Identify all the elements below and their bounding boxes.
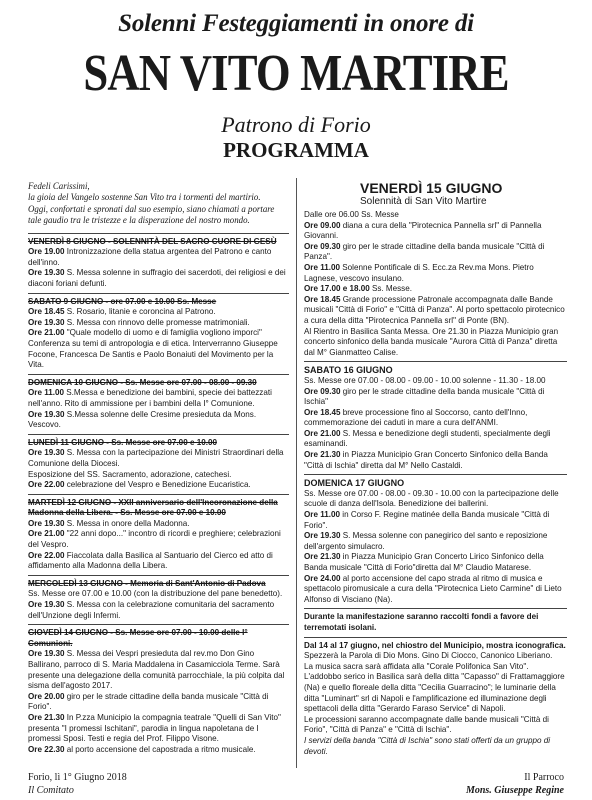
event-time: Ore 11.00 [304, 262, 341, 272]
parroco-name: Mons. Giuseppe Regine [465, 785, 564, 796]
day-heading-15: VENERDÌ 15 GIUGNO [360, 180, 503, 196]
divider [28, 434, 289, 435]
event-line [28, 268, 289, 289]
event-text: S.Messa solenne delle Cresime presieduta da Mons. Vescovo. [28, 409, 257, 430]
event-time: Ore 21.30 [28, 712, 65, 722]
event-text: al porto accensione del capostrada a ritmo musicale. [64, 744, 256, 754]
day-heading: DOMENICA 17 GIUGNO [304, 478, 405, 489]
mostra-line: Spezzerà la Parola di Dio Mons. Gino Di Ciocco, Canonico Liberiano. [304, 651, 553, 661]
event-time: Ore 19.30 [28, 649, 65, 659]
intro [28, 181, 289, 227]
event-time: Ore 09.00 [304, 220, 341, 230]
event-time: Ore 19.30 [28, 448, 65, 458]
event-line [304, 221, 567, 242]
intro-line: tale gaudio tra le tristezze e la disperazione del nostro mondo. [28, 215, 250, 226]
event-time: Ore 21.00 [28, 328, 65, 338]
event-time: Ore 18.45 [304, 294, 341, 304]
event-time: Ore 24.00 [304, 573, 341, 583]
event-time: Ore 22.30 [28, 744, 65, 754]
event-line [304, 489, 567, 510]
day-block-15 [304, 210, 567, 358]
intro-line: Fedeli Carissimi, [28, 181, 90, 191]
footer-right [466, 771, 564, 797]
event-time: Ore 20.00 [28, 691, 65, 701]
day-heading: VENERDÌ 8 GIUGNO - SOLENNITÀ DEL SACRO CUORE DI GESÙ [28, 236, 277, 246]
servizi-note: I servizi della banda "Città di Ischia" sono stati offerti da un gruppo di devoti. [304, 735, 550, 756]
event-text: Dalle ore 06.00 Ss. Messe [304, 210, 399, 219]
event-time: Ore 19.00 [28, 247, 65, 257]
event-line [304, 531, 567, 552]
event-time: Ore 09.30 [304, 386, 341, 396]
event-text: Ss. Messe. [369, 284, 412, 294]
event-line [28, 328, 289, 370]
day-block-17 [304, 478, 567, 605]
event-time: Ore 19.30 [28, 317, 65, 327]
day-heading: LUNEDÌ 11 GIUGNO - Ss. Messe ore 07.00 e 10.00 [28, 437, 217, 447]
event-text: "22 anni dopo..." incontro di ricordi e preghiere; celebrazioni del Vespro. [28, 529, 281, 550]
event-text: Esposizione del SS. Sacramento, adorazione, catechesi. [28, 469, 232, 479]
event-line [28, 589, 289, 600]
parroco-label: Il Parroco [524, 772, 564, 783]
event-text: S. Messa in onore della Madonna. [64, 518, 190, 528]
event-line [304, 552, 567, 573]
event-time: Ore 22.00 [28, 480, 65, 490]
event-text: Intronizzazione della statua argentea del Patrono e canto dell'inno. [28, 247, 272, 267]
event-line [28, 307, 289, 318]
mostra-line: Le processioni saranno accompagnate dalle bande musicali "Città di Forio", "Città di Panza" e "Città di Ischia". [304, 714, 549, 735]
mostra-line: La musica sacra sarà affidata alla "Corale Polifonica San Vito". L'addobbo serico in Basilica sarà della ditta "Capasso" di Frattamaggiore (Na) e quello floreale della ditta "Cecilia Guarracino"; le luminarie della ditta "Luminart" srl di Napoli e l'amplificazione ed illuminazione degli spettacoli della ditta "Gerardo Faraso Service" di Napoli. [304, 661, 565, 714]
event-text: Grande processione Patronale accompagnata dalle Bande musicali "Città di Forio" e "Città di Panza". Al porto spettacolo pirotecnico a cura della ditta "Pirotecnica Pannella srl" di Ponte (BN). [304, 294, 565, 325]
day-heading: MERCOLEDÌ 13 GIUGNO - Memoria di Sant'Antonio di Padova [28, 578, 266, 588]
event-time: Ore 21.30 [304, 450, 341, 460]
divider [304, 474, 567, 475]
intro-line: Oggi, confortati e spronati dal suo esempio, siano chiamati a portare [28, 203, 275, 214]
event-text: S. Messa dei Vespri presieduta dal rev.mo Don Gino Ballirano, parroco di S. Maria Maddalena in Casamicciola Terme. Sarà presente una delegazione della comunità parrocchiale, la più colpita dal sisma dell'agosto 2017. [28, 649, 285, 691]
event-time: Ore 19.30 [28, 600, 65, 610]
event-line [28, 745, 289, 756]
event-time: Ore 18.45 [304, 407, 341, 417]
event-text: Solenne Pontificale di S. Ecc.za Rev.ma Mons. Pietro Lagnese, vescovo insulano. [304, 262, 534, 283]
event-text: in Piazza Municipio Gran Concerto Lirico Sinfonico della Banda musicale "Città di Forio"diretta dal M° Claudio Matarese. [304, 552, 544, 572]
event-line [28, 519, 289, 530]
event-text: giro per le strade cittadine della banda musicale "Città di Panza". [304, 241, 545, 262]
event-line [28, 388, 289, 409]
place-date: Forio, lì 1° Giugno 2018 [28, 772, 127, 783]
event-time: Ore 22.00 [28, 550, 65, 560]
event-line [28, 649, 289, 691]
footer-left [28, 771, 127, 797]
event-text: Fiaccolata dalla Basilica al Santuario del Cierco ed atto di affidamento alla Madonna della Libera. [28, 550, 273, 571]
event-line [28, 247, 289, 268]
event-time: Ore 21.30 [304, 552, 341, 562]
event-text: S. Rosario, litanie e coroncina al Patrono. [64, 307, 216, 317]
event-time: Ore 18.45 [28, 307, 65, 317]
event-line [304, 450, 567, 471]
event-line [28, 448, 289, 469]
event-line [304, 574, 567, 606]
event-line [304, 376, 567, 387]
day-heading: SABATO 16 GIUGNO [304, 365, 393, 376]
event-line [304, 408, 567, 429]
event-time: Ore 21.00 [304, 428, 341, 438]
event-time: Ore 11.00 [28, 388, 65, 398]
event-text: S. Messa solenne in suffragio dei sacerdoti, dei religiosi e dei diaconi foriani defunti. [28, 268, 286, 288]
event-line [28, 318, 289, 329]
event-line [304, 295, 567, 327]
event-time: Ore 21.00 [28, 529, 65, 539]
divider [28, 233, 289, 234]
event-line [304, 263, 567, 284]
left-column [28, 181, 289, 755]
event-text: Ss. Messe ore 07.00 e 10.00 (con la distribuzione del pane benedetto). [28, 589, 283, 599]
header-title: SAN VITO MARTIRE [83, 45, 509, 102]
event-line [28, 529, 289, 550]
event-text: in Corso F. Regine matinée della Banda musicale "Città di Forio". [304, 510, 550, 530]
divider [304, 637, 567, 638]
column-divider [296, 178, 297, 768]
solennita-label: Solennità di San Vito Martire [360, 196, 487, 207]
event-text: S. Messa con la partecipazione dei Ministri Straordinari della Comunione della Diocesi. [28, 448, 284, 468]
event-line [28, 480, 289, 491]
divider [28, 494, 289, 495]
event-line [304, 210, 567, 221]
mostra-heading: Dal 14 al 17 giugno, nel chiostro del Municipio, mostra iconografica. [304, 640, 566, 650]
day-block-10 [28, 378, 289, 431]
event-text: al porto accensione del capo strada al ritmo di musica e spettacolo piromusicale a cura della "Pirotecnica Lieto Carmine" di Lieto Alfonso di Visciano (Na). [304, 573, 562, 604]
comitato-signature: Il Comitato [28, 785, 74, 796]
event-line [304, 429, 567, 450]
event-line [28, 600, 289, 621]
event-text: S. Messa solenne con panegirico del santo e reposizione dell'argento simulacro. [304, 531, 548, 551]
day-block-9 [28, 297, 289, 371]
event-text: S. Messa e benedizione degli studenti, specialmente degli esaminandi. [304, 428, 551, 449]
right-column [304, 181, 567, 757]
day-heading: MARTEDÌ 12 GIUGNO - XXII anniversario dell'Incoronazione della Madonna della Libera. - Ss. Messe ore 07.00 e 10.00 [28, 497, 278, 518]
header-programma: PROGRAMMA [223, 138, 369, 162]
event-line [304, 284, 567, 295]
event-text: in Piazza Municipio Gran Concerto Sinfonico della Banda "Città di Ischia" diretta dal M° Nello Castaldi. [304, 450, 548, 470]
event-line [28, 713, 289, 745]
day-block-11 [28, 438, 289, 491]
header-subtitle: Patrono di Forio [221, 112, 371, 137]
header-line1: Solenni Festeggiamenti in onore di [118, 10, 474, 37]
event-line [28, 410, 289, 431]
event-text: Ss. Messe ore 07.00 - 08.00 - 09.30 - 10.00 con la partecipazione delle scuole di danza dell'Isola. Benedizione dei ballerini. [304, 488, 559, 509]
divider [304, 608, 567, 609]
event-text: Ss. Messe ore 07.00 - 08.00 - 09.00 - 10.00 solenne - 11.30 - 18.00 [304, 375, 546, 385]
day-block-8 [28, 237, 289, 290]
event-line [28, 692, 289, 713]
event-text: Al Rientro in Basilica Santa Messa. Ore 21.30 in Piazza Municipio gran concerto sinfonico della banda musicale "Aurora Città di Panza" diretta dal M° Gianmatteo Calise. [304, 326, 559, 357]
divider [28, 374, 289, 375]
event-time: Ore 19.30 [28, 518, 65, 528]
intro-line: la gioia del Vangelo sostenne San Vito tra i tormenti del martirio. [28, 192, 261, 203]
event-line [304, 387, 567, 408]
event-line [304, 242, 567, 263]
event-time: Ore 11.00 [304, 510, 341, 520]
event-line [304, 510, 567, 531]
day-block-12 [28, 498, 289, 572]
event-line [304, 327, 567, 359]
event-line [28, 470, 289, 481]
event-time: Ore 19.30 [28, 268, 65, 278]
divider [28, 575, 289, 576]
event-text: S.Messa e benedizione dei bambini, specie dei battezzati nell'anno. Rito di ammissione per i bambini della I° Comunione. [28, 388, 272, 408]
event-time: Ore 19.30 [28, 409, 65, 419]
day-heading: DOMENICA 10 GIUGNO - Ss. Messe ore 07.00 - 08.00 - 09.30 [28, 377, 257, 387]
event-text: In P.zza Municipio la compagnia teatrale "Quelli di San Vito" presenta "I promessi Ischitani", parodia in lingua napoletana de I promessi Sposi. Testi e regia del Prof. Filippo Visone. [28, 712, 281, 744]
day-heading: SABATO 9 GIUGNO - ore 07.00 e 10.00 Ss. Messe [28, 296, 217, 306]
event-text: giro per le strade cittadine della banda musicale "Città di Forio". [28, 691, 269, 712]
day-block-13 [28, 579, 289, 621]
event-text: diana a cura della "Pirotecnica Pannella srl" di Pannella Giovanni. [304, 220, 542, 241]
divider [28, 624, 289, 625]
event-text: "Quale modello di uomo e di famiglia vogliono imporci" Conferenza su temi di antropologia e di etica. Interverranno Giuseppe Focone, Francesca De Santis e Paolo Bonaiuti del Movimento per la Vita. [28, 328, 278, 370]
divider [28, 293, 289, 294]
event-text: S. Messa con rinnovo delle promesse matrimoniali. [64, 317, 250, 327]
event-text: celebrazione del Vespro e Benedizione Eucaristica. [64, 480, 251, 490]
event-time: Ore 19.30 [304, 531, 341, 541]
day-block-16 [304, 365, 567, 471]
divider [304, 361, 567, 362]
event-text: S. Messa con la celebrazione comunitaria del sacramento dell'Unzione degli Infermi. [28, 600, 275, 620]
day-block-14 [28, 628, 289, 755]
event-time: Ore 09.30 [304, 241, 341, 251]
event-line [28, 551, 289, 572]
manifestazione-note: Durante la manifestazione saranno raccolti fondi a favore dei terremotati isolani. [304, 612, 539, 632]
event-time: Ore 17.00 e 18.00 [304, 284, 370, 294]
day-heading: GIOVEDÌ 14 GIUGNO - Ss. Messe ore 07.00 - 10.00 delle I° Comunioni. [28, 628, 248, 648]
event-text: breve processione fino al Soccorso, canto dell'Inno, commemorazione dei caduti in mare a cura dell'ANMI. [304, 407, 528, 428]
event-text: giro per le strade cittadine della banda musicale "Città di Ischia" [304, 386, 545, 407]
